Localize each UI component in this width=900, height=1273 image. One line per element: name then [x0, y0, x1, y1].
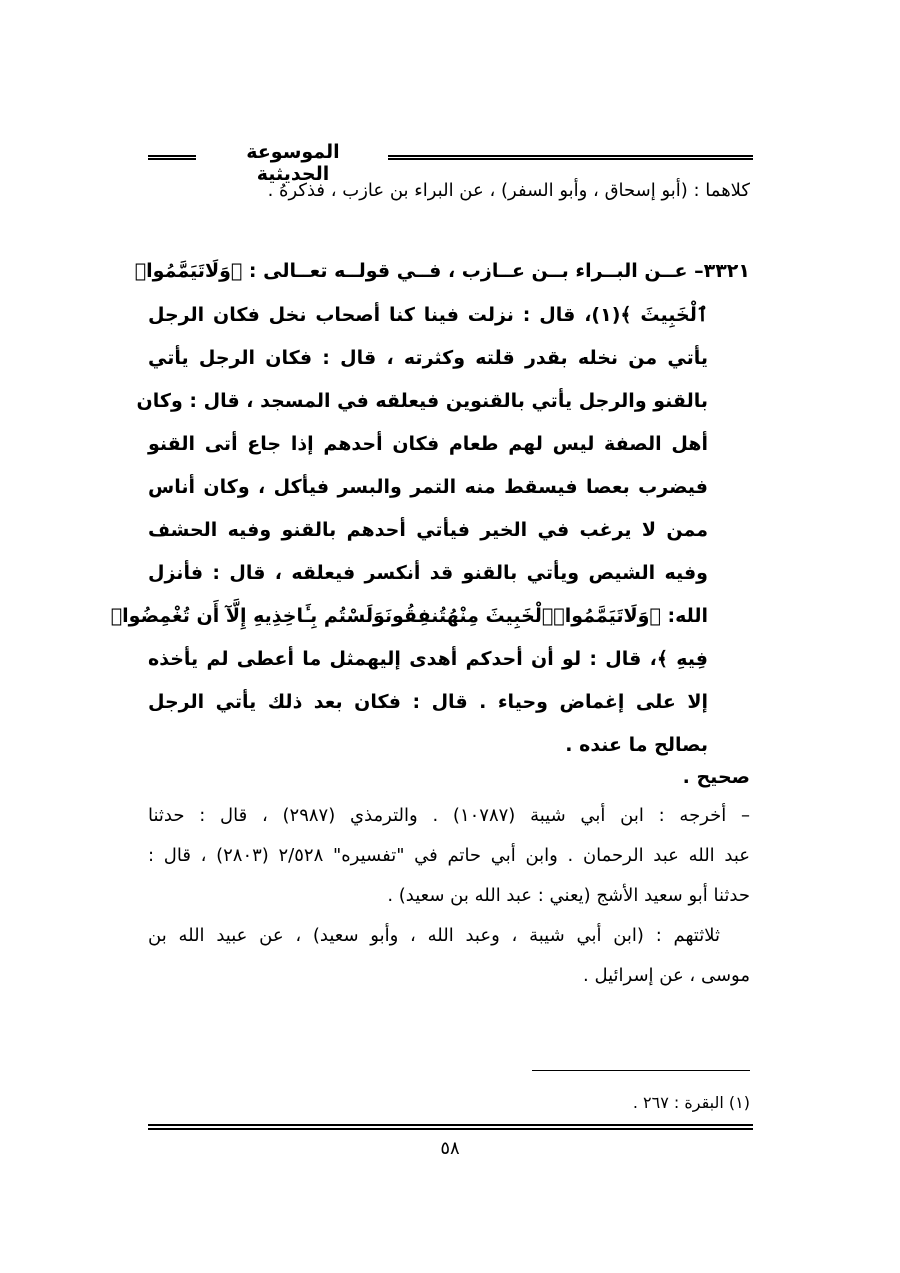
takhrij-line: حدثنا أبو سعيد الأشج (يعني : عبد الله بن سعيد) .: [387, 885, 750, 906]
page-number: ٥٨: [440, 1138, 460, 1159]
grade-text: صحيح .: [682, 766, 750, 788]
footnote: (١) البقرة : ٢٦٧ .: [632, 1093, 750, 1112]
hadith-line: أهل الصفة ليس لهم طعام فكان أحدهم إذا جاع أتى القنو: [148, 433, 708, 455]
hadith-line: بصالح ما عنده .: [565, 734, 708, 756]
header-title: الموسوعة الحديثية: [246, 141, 340, 185]
hadith-line: فِيهِ ﴾، قال : لو أن أحدكم أهدى إليهمثل ما أعطى لم يأخذه: [148, 648, 708, 670]
prelude-text: كلاهما : (أبو إسحاق ، وأبو السفر) ، عن البراء بن عازب ، فذكرهُ .: [267, 180, 750, 201]
header-rule-right: [388, 155, 753, 160]
hadith-line: ٱلْخَبِيثَ ﴾(١)، قال : نزلت فينا كنا أصحاب نخل فكان الرجل: [148, 304, 708, 326]
hadith-line: ٣٣٢١– عــن البــراء بــن عــازب ، فــي قولــه تعــالى : ﴿وَلَاتَيَمَّمُوا۟: [134, 260, 750, 282]
running-header: [148, 141, 753, 185]
hadith-line: إلا على إغماض وحياء . قال : فكان بعد ذلك يأتي الرجل: [148, 691, 708, 713]
hadith-line: يأتي من نخله بقدر قلته وكثرته ، قال : فكان الرجل يأتي: [148, 347, 708, 369]
hadith-line: بالقنو والرجل يأتي بالقنوين فيعلقه في المسجد ، قال : وكان: [136, 390, 708, 412]
header-rule-left: [148, 155, 196, 160]
footer-rule: [148, 1124, 753, 1130]
footnote-separator: [532, 1070, 750, 1071]
hadith-line: وفيه الشيص ويأتي بالقنو قد أنكسر فيعلقه ، قال : فأنزل: [148, 562, 708, 584]
hadith-line: فيضرب بعصا فيسقط منه التمر والبسر فيأكل ، وكان أناس: [148, 476, 708, 498]
hadith-line: ممن لا يرغب في الخير فيأتي أحدهم بالقنو وفيه الحشف: [148, 519, 708, 541]
takhrij-line: عبد الله عبد الرحمان . وابن أبي حاتم في "تفسيره" ٢/٥٢٨ (٢٨٠٣) ، قال :: [148, 845, 750, 866]
takhrij-line: – أخرجه : ابن أبي شيبة (١٠٧٨٧) . والترمذي (٢٩٨٧) ، قال : حدثنا: [148, 805, 751, 826]
hadith-line: الله: ﴿وَلَاتَيَمَّمُوا۟ٱلْخَبِيثَ مِنْهُتُنفِقُونَوَلَسْتُم بِـَٔاخِذِيهِ إِلَّآ أَن تُغْمِضُوا۟: [110, 605, 708, 627]
takhrij-line: ثلاثتهم : (ابن أبي شيبة ، وعبد الله ، وأبو سعيد) ، عن عبيد الله بن: [148, 925, 720, 946]
takhrij-line: موسى ، عن إسرائيل .: [583, 965, 750, 986]
